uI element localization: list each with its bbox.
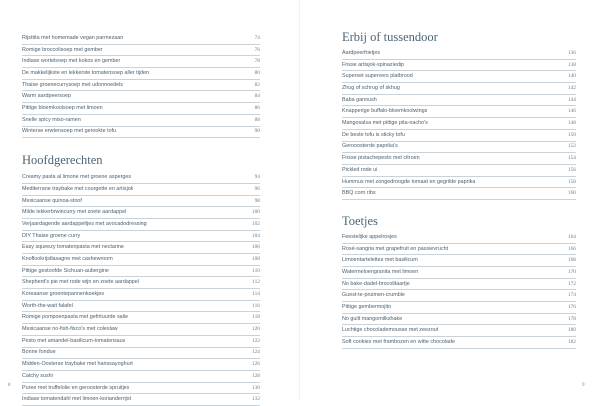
toc-entry-page: 150	[567, 131, 576, 138]
toc-entry-title: BBQ corn ribs	[342, 190, 376, 197]
toc-entry-page: 80	[254, 70, 260, 77]
toc-entry[interactable]	[22, 80, 260, 92]
toc-entry-title: Verjaardagende aardappeltjes met avocadodressing	[22, 220, 147, 227]
toc-entry-page: 128	[251, 372, 260, 379]
toc-entry-page: 90	[254, 128, 260, 135]
toc-entry-title: Aardpeerfrietjes	[342, 49, 381, 56]
toc-entry[interactable]	[22, 266, 260, 278]
toc-entry-page: 132	[251, 396, 260, 403]
right-toc-column	[342, 30, 576, 349]
toc-entry-title: Knoflookrijstlasagne met cashewroom	[22, 255, 113, 262]
toc-entry-title: Creamy pasta al limone met groene asperges	[22, 174, 132, 181]
toc-entry-page: 176	[567, 304, 576, 311]
right-page	[300, 0, 600, 400]
page-number-right: 9	[582, 383, 585, 388]
toc-entry[interactable]	[342, 60, 576, 72]
toc-entry-page: 158	[567, 178, 576, 185]
toc-entry-title: No bake-dadel-brocolitaartje	[342, 280, 410, 287]
toc-entry-title: Frisse pistachepesto met citroen	[342, 155, 420, 162]
toc-entry-page: 96	[254, 185, 260, 192]
toc-entry-page: 82	[254, 81, 260, 88]
toc-entry[interactable]	[22, 231, 260, 243]
toc-entry-page: 160	[567, 190, 576, 197]
toc-entry-page: 166	[567, 245, 576, 252]
toc-entry-page: 102	[251, 220, 260, 227]
toc-entry-title: Pittige bloemkoolsoep met limoen	[22, 105, 103, 112]
toc-entry-title: Thaise groenecurrysoep met udonnoedels	[22, 81, 123, 88]
toc-entry-title: Mexicaanse no-fish-fisco's met coleslaw	[22, 326, 118, 333]
toc-entry-title: Mexicaanse quinoa-stoof	[22, 197, 82, 204]
toc-entry-title: Midden-Oosterse traybake met harissayoghurt	[22, 361, 133, 368]
toc-entry[interactable]	[22, 383, 260, 395]
toc-entry-title: Winterse erwtensoep met gerookte tofu	[22, 128, 117, 135]
toc-entry-page: 108	[251, 255, 260, 262]
toc-entry[interactable]	[342, 153, 576, 165]
toc-entry-page: 84	[254, 93, 260, 100]
toc-entry-page: 98	[254, 197, 260, 204]
toc-entry-page: 146	[567, 108, 576, 115]
toc-entry-title: Mangosalsa met pittige pita-nacho's	[342, 120, 428, 127]
toc-entry-title: Rosé-sangria met grapefruit en passievrucht	[342, 245, 449, 252]
toc-entry-page: 126	[251, 361, 260, 368]
toc-entry[interactable]	[342, 142, 576, 154]
toc-entry[interactable]	[22, 45, 260, 57]
left-page	[0, 0, 300, 403]
toc-entry-page: 94	[254, 174, 260, 181]
section-heading-hoofdgerechten: Hoofdgerechten	[22, 153, 103, 168]
toc-entry[interactable]	[342, 267, 576, 279]
toc-entry-title: Pittige gembermojito	[342, 304, 392, 311]
toc-entry[interactable]	[22, 359, 260, 371]
toc-entry[interactable]	[342, 255, 576, 267]
toc-entry-title: DIY Thaise groene curry	[22, 232, 81, 239]
toc-entry[interactable]	[22, 56, 260, 68]
toc-entry-title: Pesto met amandel-basilicum-tomatensaus	[22, 337, 126, 344]
toc-entry-page: 164	[567, 233, 576, 240]
toc-entry-page: 168	[567, 257, 576, 264]
toc-entry-title: Mediterrane traybake met courgette en artisjok	[22, 185, 134, 192]
toc-entry-page: 88	[254, 116, 260, 123]
toc-entry-title: Feestelijke appelrosjes	[342, 233, 397, 240]
toc-entry-title: De beste tofu is sticky tofu	[342, 131, 405, 138]
hoofdgerechten-entry-list	[22, 172, 260, 406]
toc-entry-page: 74	[254, 34, 260, 41]
section-heading-erbij: Erbij of tussendoor	[342, 30, 438, 44]
toc-entry-title: Pittige gestoofde Sichuan-aubergine	[22, 267, 109, 274]
toc-entry[interactable]	[22, 242, 260, 254]
toc-entry-title: Easy squeezy tomatenpasta met nectarine	[22, 244, 124, 251]
toc-entry-title: De makkelijkste en lekkerste tomatensoep aller tijden	[22, 70, 150, 77]
toc-entry-page: 136	[567, 49, 576, 56]
toc-entry[interactable]	[22, 301, 260, 313]
toc-entry-title: Zhug of schrug of skhug	[342, 85, 400, 92]
toc-entry[interactable]	[22, 115, 260, 127]
toc-entry-title: Koreaanse groentepannenkoekjes	[22, 291, 105, 298]
toc-entry-title: Superset supervers platbrood	[342, 73, 413, 80]
toc-entry[interactable]	[22, 394, 260, 406]
toc-entry-page: 142	[567, 85, 576, 92]
toc-entry[interactable]	[22, 312, 260, 324]
toc-entry-page: 178	[567, 315, 576, 322]
toc-entry-page: 154	[567, 155, 576, 162]
page-number-left: 8	[8, 383, 11, 388]
toc-entry-title: Knapperige buffalo-bloemkoolwings	[342, 108, 428, 115]
toc-entry-page: 120	[251, 326, 260, 333]
toc-entry[interactable]	[342, 165, 576, 177]
toc-entry-title: Worth-the-wait falafel	[22, 302, 73, 309]
toc-entry[interactable]	[342, 106, 576, 118]
toc-entry[interactable]	[22, 103, 260, 115]
toc-entry[interactable]	[342, 337, 576, 349]
toc-entry[interactable]	[342, 95, 576, 107]
toc-entry-title: Rijsttita met homemade vegan parmezaan	[22, 34, 124, 41]
toc-entry-title: Pickled rode ui	[342, 166, 378, 173]
toc-entry-page: 124	[251, 349, 260, 356]
toc-entry[interactable]	[22, 127, 260, 139]
toc-entry[interactable]	[22, 207, 260, 219]
toc-entry-title: Warm aardpeersoep	[22, 93, 71, 100]
toc-entry-page: 140	[567, 73, 576, 80]
toc-entry-page: 122	[251, 337, 260, 344]
toc-entry-page: 116	[252, 302, 260, 309]
toc-entry[interactable]	[22, 336, 260, 348]
toc-entry-page: 172	[567, 280, 576, 287]
toc-entry-page: 170	[567, 268, 576, 275]
toc-entry-page: 100	[251, 209, 260, 216]
toc-entry-page: 138	[567, 61, 576, 68]
toc-entry[interactable]	[342, 279, 576, 291]
toc-entry[interactable]	[342, 314, 576, 326]
toc-entry[interactable]	[22, 184, 260, 196]
toc-entry-page: 110	[252, 267, 260, 274]
erbij-entry-list	[342, 48, 576, 200]
toc-entry-title: Gerooosterde paprika's	[342, 143, 398, 150]
toc-entry[interactable]	[342, 71, 576, 83]
toc-entry-title: Milde lekkerbrwincurry met zoete aardappel	[22, 209, 127, 216]
section-heading-toetjes: Toetjes	[342, 213, 378, 228]
toc-entry[interactable]	[342, 244, 576, 256]
toc-entry-title: No guilt mangomilkshake	[342, 315, 403, 322]
toetjes-entry-list	[342, 232, 576, 349]
toc-entry[interactable]	[22, 68, 260, 80]
toc-entry-title: Indiase wortelsoep met kokos en gember	[22, 58, 121, 65]
toc-entry[interactable]	[22, 289, 260, 301]
toc-entry-page: 174	[567, 292, 576, 299]
toc-entry[interactable]	[342, 302, 576, 314]
toc-entry[interactable]	[22, 371, 260, 383]
toc-entry-title: Bonne fondue	[22, 349, 56, 356]
toc-entry-page: 130	[251, 384, 260, 391]
toc-entry[interactable]	[342, 290, 576, 302]
toc-entry-page: 86	[254, 105, 260, 112]
toc-entry-title: Frisse artisjok-spinaziedip	[342, 61, 405, 68]
toc-entry-title: Baba ganoush	[342, 96, 377, 103]
toc-entry-title: Hummus met zongedroogde tomaat en gegrilde paprika	[342, 178, 476, 185]
toc-entry-title: Guest-te-pruimen-crumble	[342, 292, 405, 299]
toc-entry[interactable]	[342, 177, 576, 189]
toc-entry-page: 148	[567, 120, 576, 127]
toc-entry-title: Shepherd's pie met rode wijn en zoete aardappel	[22, 279, 140, 286]
toc-entry-page: 112	[252, 279, 260, 286]
toc-entry[interactable]	[342, 130, 576, 142]
toc-entry[interactable]	[22, 172, 260, 184]
toc-entry-page: 152	[567, 143, 576, 150]
toc-entry[interactable]	[342, 325, 576, 337]
toc-entry-page: 144	[567, 96, 576, 103]
toc-entry-page: 114	[252, 291, 260, 298]
toc-entry-title: Indiase tomatendahl met limoen-korianderrijst	[22, 396, 132, 403]
toc-entry[interactable]	[342, 48, 576, 60]
toc-entry[interactable]	[22, 277, 260, 289]
toc-entry-title: Puree met truffelolie en geroosterde spruitjes	[22, 384, 130, 391]
toc-entry-title: Catchy sushi	[22, 372, 53, 379]
toc-entry[interactable]	[342, 118, 576, 130]
toc-entry[interactable]	[22, 219, 260, 231]
toc-entry-page: 118	[252, 314, 260, 321]
toc-entry-page: 76	[254, 46, 260, 53]
toc-entry-title: Romige broccolisoep met gember	[22, 46, 103, 53]
toc-entry-title: Soft cookies met frambozen en witte chocolade	[342, 339, 455, 346]
toc-entry-page: 106	[251, 244, 260, 251]
toc-entry[interactable]	[22, 196, 260, 208]
toc-entry-page: 104	[251, 232, 260, 239]
toc-entry-page: 156	[567, 166, 576, 173]
left-toc-column	[22, 33, 260, 406]
toc-entry[interactable]	[342, 188, 576, 200]
toc-entry-title: Luchtige chocolademousse met zeezout	[342, 327, 439, 334]
toc-entry-page: 180	[567, 327, 576, 334]
toc-entry-page: 78	[254, 58, 260, 65]
toc-entry[interactable]	[22, 348, 260, 360]
toc-entry[interactable]	[342, 232, 576, 244]
toc-entry-title: Watermeloengranita met limoen	[342, 268, 419, 275]
toc-entry-title: Romige pompoenpasta met gefrituurde salie	[22, 314, 129, 321]
toc-entry-title: Snelle spicy miso-ramen	[22, 116, 81, 123]
toc-entry[interactable]	[22, 254, 260, 266]
toc-entry[interactable]	[22, 33, 260, 45]
toc-entry[interactable]	[342, 83, 576, 95]
toc-entry[interactable]	[22, 91, 260, 103]
toc-entry[interactable]	[22, 324, 260, 336]
toc-entry-title: Limoentartelettes met basilicum	[342, 257, 418, 264]
toc-entry-page: 182	[567, 339, 576, 346]
soups-entry-list	[22, 33, 260, 138]
